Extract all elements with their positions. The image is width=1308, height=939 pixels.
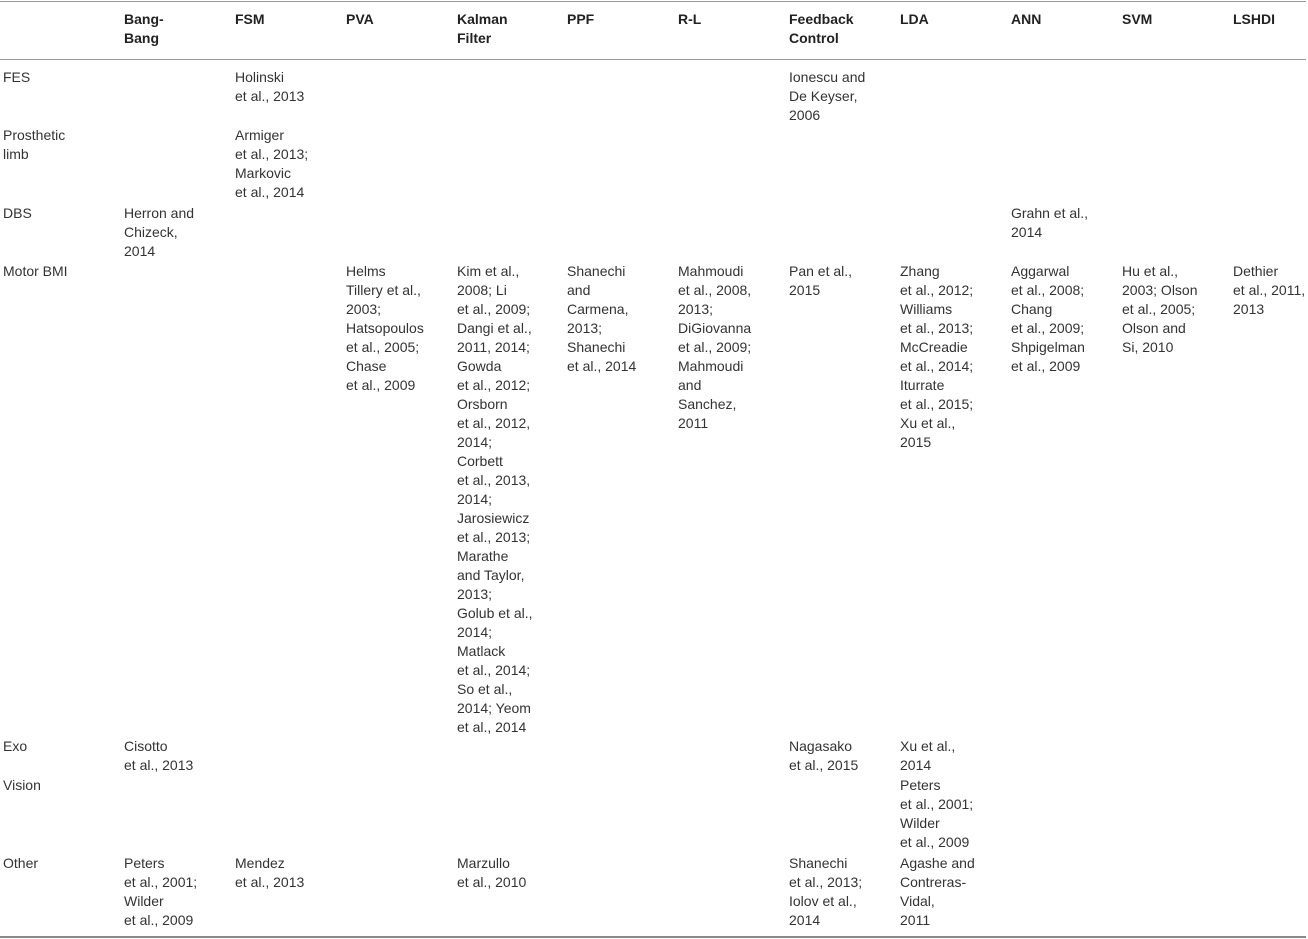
table-cell: Ionescu and De Keyser, 2006: [789, 69, 866, 123]
table-cell: Helms Tillery et al., 2003; Hatsopoulos et al., 2005; Chase et al., 2009: [346, 263, 424, 393]
table-bottom-rule: [0, 936, 1306, 938]
column-header-fsm: FSM: [235, 11, 265, 27]
row-label-prosthetic-limb: Prosthetic limb: [3, 127, 66, 162]
row-label-motor-bmi: Motor BMI: [3, 263, 68, 279]
row-label-exo: Exo: [3, 738, 28, 754]
table-cell: Shanechi et al., 2013; Iolov et al., 2014: [789, 855, 863, 928]
table-top-rule: [0, 1, 1306, 2]
table-cell: Peters et al., 2001; Wilder et al., 2009: [900, 777, 974, 850]
row-label-vision: Vision: [3, 777, 41, 793]
table-cell: Xu et al., 2014: [900, 738, 956, 773]
table-cell: Hu et al., 2003; Olson et al., 2005; Olson and Si, 2010: [1122, 263, 1198, 355]
table-cell: Nagasako et al., 2015: [789, 738, 859, 773]
column-header-lshdi: LSHDI: [1233, 11, 1275, 27]
row-label-dbs: DBS: [3, 205, 32, 221]
table-cell: Herron and Chizeck, 2014: [124, 205, 195, 259]
header-rule: [0, 59, 1306, 60]
table-cell: Zhang et al., 2012; Williams et al., 2013; McCreadie et al., 2014; Iturrate et al., 2015; Xu et al., 2015: [900, 263, 974, 450]
table-cell: Mahmoudi et al., 2008, 2013; DiGiovanna et al., 2009; Mahmoudi and Sanchez, 2011: [678, 263, 752, 431]
column-header-bang-bang: Bang- Bang: [124, 11, 164, 46]
row-label-other: Other: [3, 855, 39, 871]
table-cell: Cisotto et al., 2013: [124, 738, 194, 773]
column-header-feedback-control: Feedback Control: [789, 11, 854, 46]
table-cell: Grahn et al., 2014: [1011, 205, 1089, 240]
table-cell: Pan et al., 2015: [789, 263, 853, 298]
table-cell: Dethier et al., 2011, 2013: [1233, 263, 1306, 317]
column-header-ppf: PPF: [567, 11, 595, 27]
column-header-kalman-filter: Kalman Filter: [457, 11, 508, 46]
table-cell: Shanechi and Carmena, 2013; Shanechi et al., 2014: [567, 263, 637, 374]
table-cell: Marzullo et al., 2010: [457, 855, 527, 890]
column-header-pva: PVA: [346, 11, 374, 27]
column-header-r-l: R-L: [678, 11, 702, 27]
column-header-lda: LDA: [900, 11, 929, 27]
table-cell: Holinski et al., 2013: [235, 69, 305, 104]
table-cell: Mendez et al., 2013: [235, 855, 305, 890]
column-header-ann: ANN: [1011, 11, 1042, 27]
table-cell: Aggarwal et al., 2008; Chang et al., 2009; Shpigelman et al., 2009: [1011, 263, 1085, 374]
column-header-svm: SVM: [1122, 11, 1153, 27]
table-cell: Kim et al., 2008; Li et al., 2009; Dangi et al., 2011, 2014; Gowda et al., 2012; Orsborn et al., 2012, 2014; Corbett et al., 2013, 2014; Jarosiewicz et al., 2013; Marathe and Taylor, 2013; Golub et al., 2014; Matlack et al., 2014; So et al., 2014; Yeom et al., 2014: [457, 263, 533, 735]
row-label-fes: FES: [3, 69, 31, 85]
table-cell: Peters et al., 2001; Wilder et al., 2009: [124, 855, 198, 928]
table-cell: Armiger et al., 2013; Markovic et al., 2014: [235, 127, 309, 200]
table-cell: Agashe and Contreras- Vidal, 2011: [900, 855, 975, 928]
